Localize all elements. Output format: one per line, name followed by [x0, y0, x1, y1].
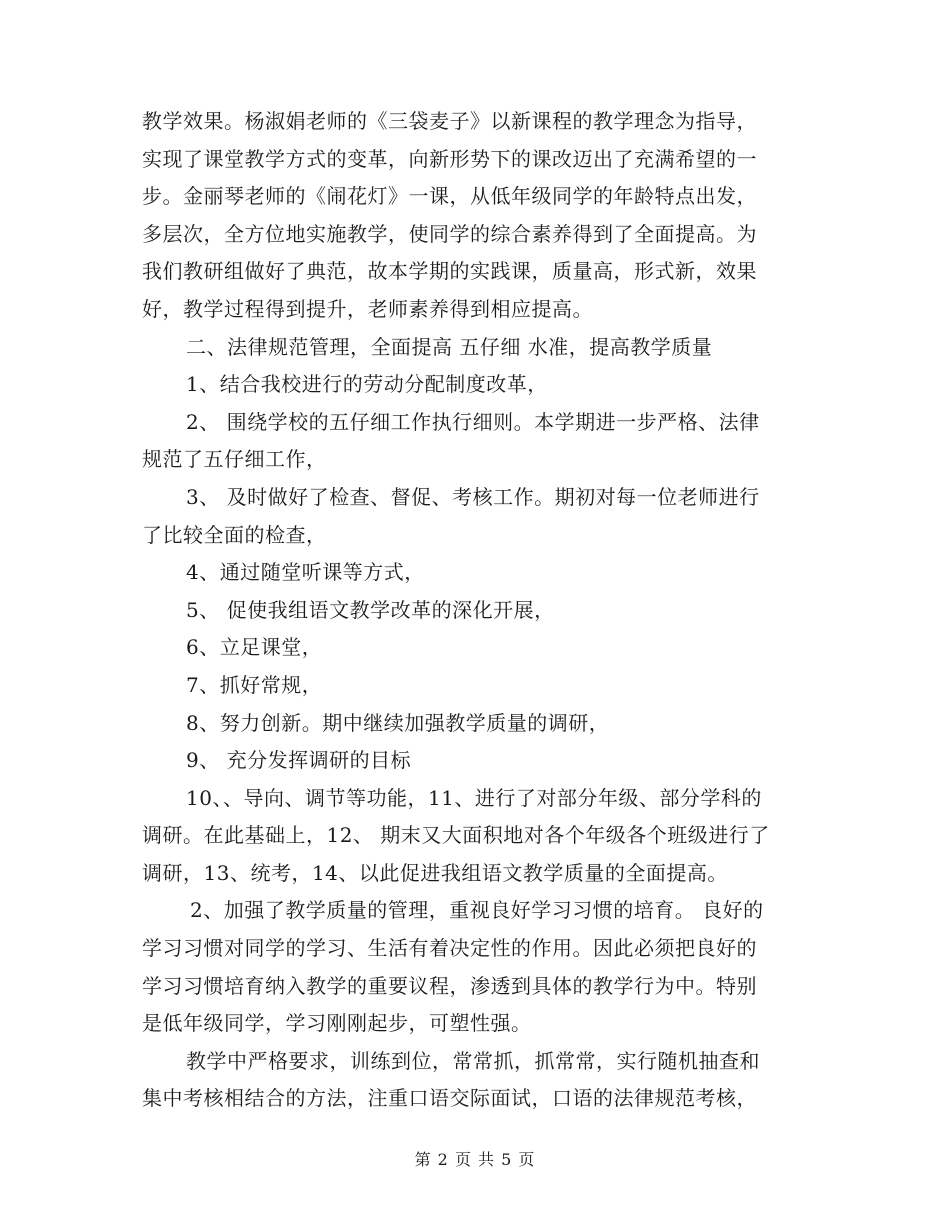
section-heading: 二、法律规范管理，全面提高 五仔细 水准，提高教学质量	[186, 334, 713, 359]
text-line: 实现了课堂教学方式的变革，向新形势下的课改迈出了充满希望的一	[142, 146, 757, 171]
text-line: 调研，13、统考，14、以此促进我组语文教学质量的全面提高。	[142, 860, 728, 885]
text-line: 好，教学过程得到提升，老师素养得到相应提高。	[142, 296, 593, 321]
list-item: 4、通过随堂听课等方式，	[186, 560, 425, 585]
paragraph-start: 2、加强了教学质量的管理，重视良好学习习惯的培育。 良好的	[190, 898, 764, 923]
page-number-footer: 第 2 页 共 5 页	[414, 1150, 536, 1169]
list-item: 10、、导向、调节等功能，11、进行了对部分年级、部分学科的	[186, 785, 762, 810]
paragraph-start: 教学中严格要求，训练到位，常常抓，抓常常，实行随机抽查和	[186, 1048, 760, 1073]
text-line: 教学效果。杨淑娟老师的《三袋麦子》以新课程的教学理念为指导，	[142, 109, 757, 133]
text-line: 了比较全面的检查，	[142, 522, 327, 547]
text-line: 我们教研组做好了典范，故本学期的实践课，质量高，形式新，效果	[142, 259, 757, 284]
text-line: 步。金丽琴老师的《闹花灯》一课，从低年级同学的年龄特点出发，	[142, 184, 757, 209]
text-line: 学习习惯对同学的学习、生活有着决定性的作用。因此必须把良好的	[142, 936, 757, 961]
text-line: 规范了五仔细工作，	[142, 447, 327, 472]
text-line: 学习习惯培育纳入教学的重要议程，渗透到具体的教学行为中。特别	[142, 973, 757, 998]
list-item: 7、抓好常规，	[186, 672, 323, 697]
list-item: 3、 及时做好了检查、督促、考核工作。期初对每一位老师进行	[186, 484, 760, 509]
text-line: 调研。在此基础上，12、 期末又大面积地对各个年级各个班级进行了	[142, 823, 770, 848]
list-item: 5、 促使我组语文教学改革的深化开展，	[186, 597, 555, 622]
list-item: 9、 充分发挥调研的目标	[186, 748, 412, 773]
body-text	[142, 103, 810, 1118]
list-item: 2、 围绕学校的五仔细工作执行细则。本学期进一步严格、法律	[186, 409, 760, 434]
list-item: 1、结合我校进行的劳动分配制度改革，	[186, 372, 548, 397]
text-line: 是低年级同学，学习刚刚起步，可塑性强。	[142, 1011, 532, 1036]
list-item: 6、立足课堂，	[186, 635, 323, 660]
text-line: 集中考核相结合的方法，注重口语交际面试，口语的法律规范考核，	[142, 1086, 757, 1111]
list-item: 8、努力创新。期中继续加强教学质量的调研，	[186, 710, 610, 735]
text-line: 多层次，全方位地实施教学，使同学的综合素养得到了全面提高。为	[142, 221, 757, 246]
